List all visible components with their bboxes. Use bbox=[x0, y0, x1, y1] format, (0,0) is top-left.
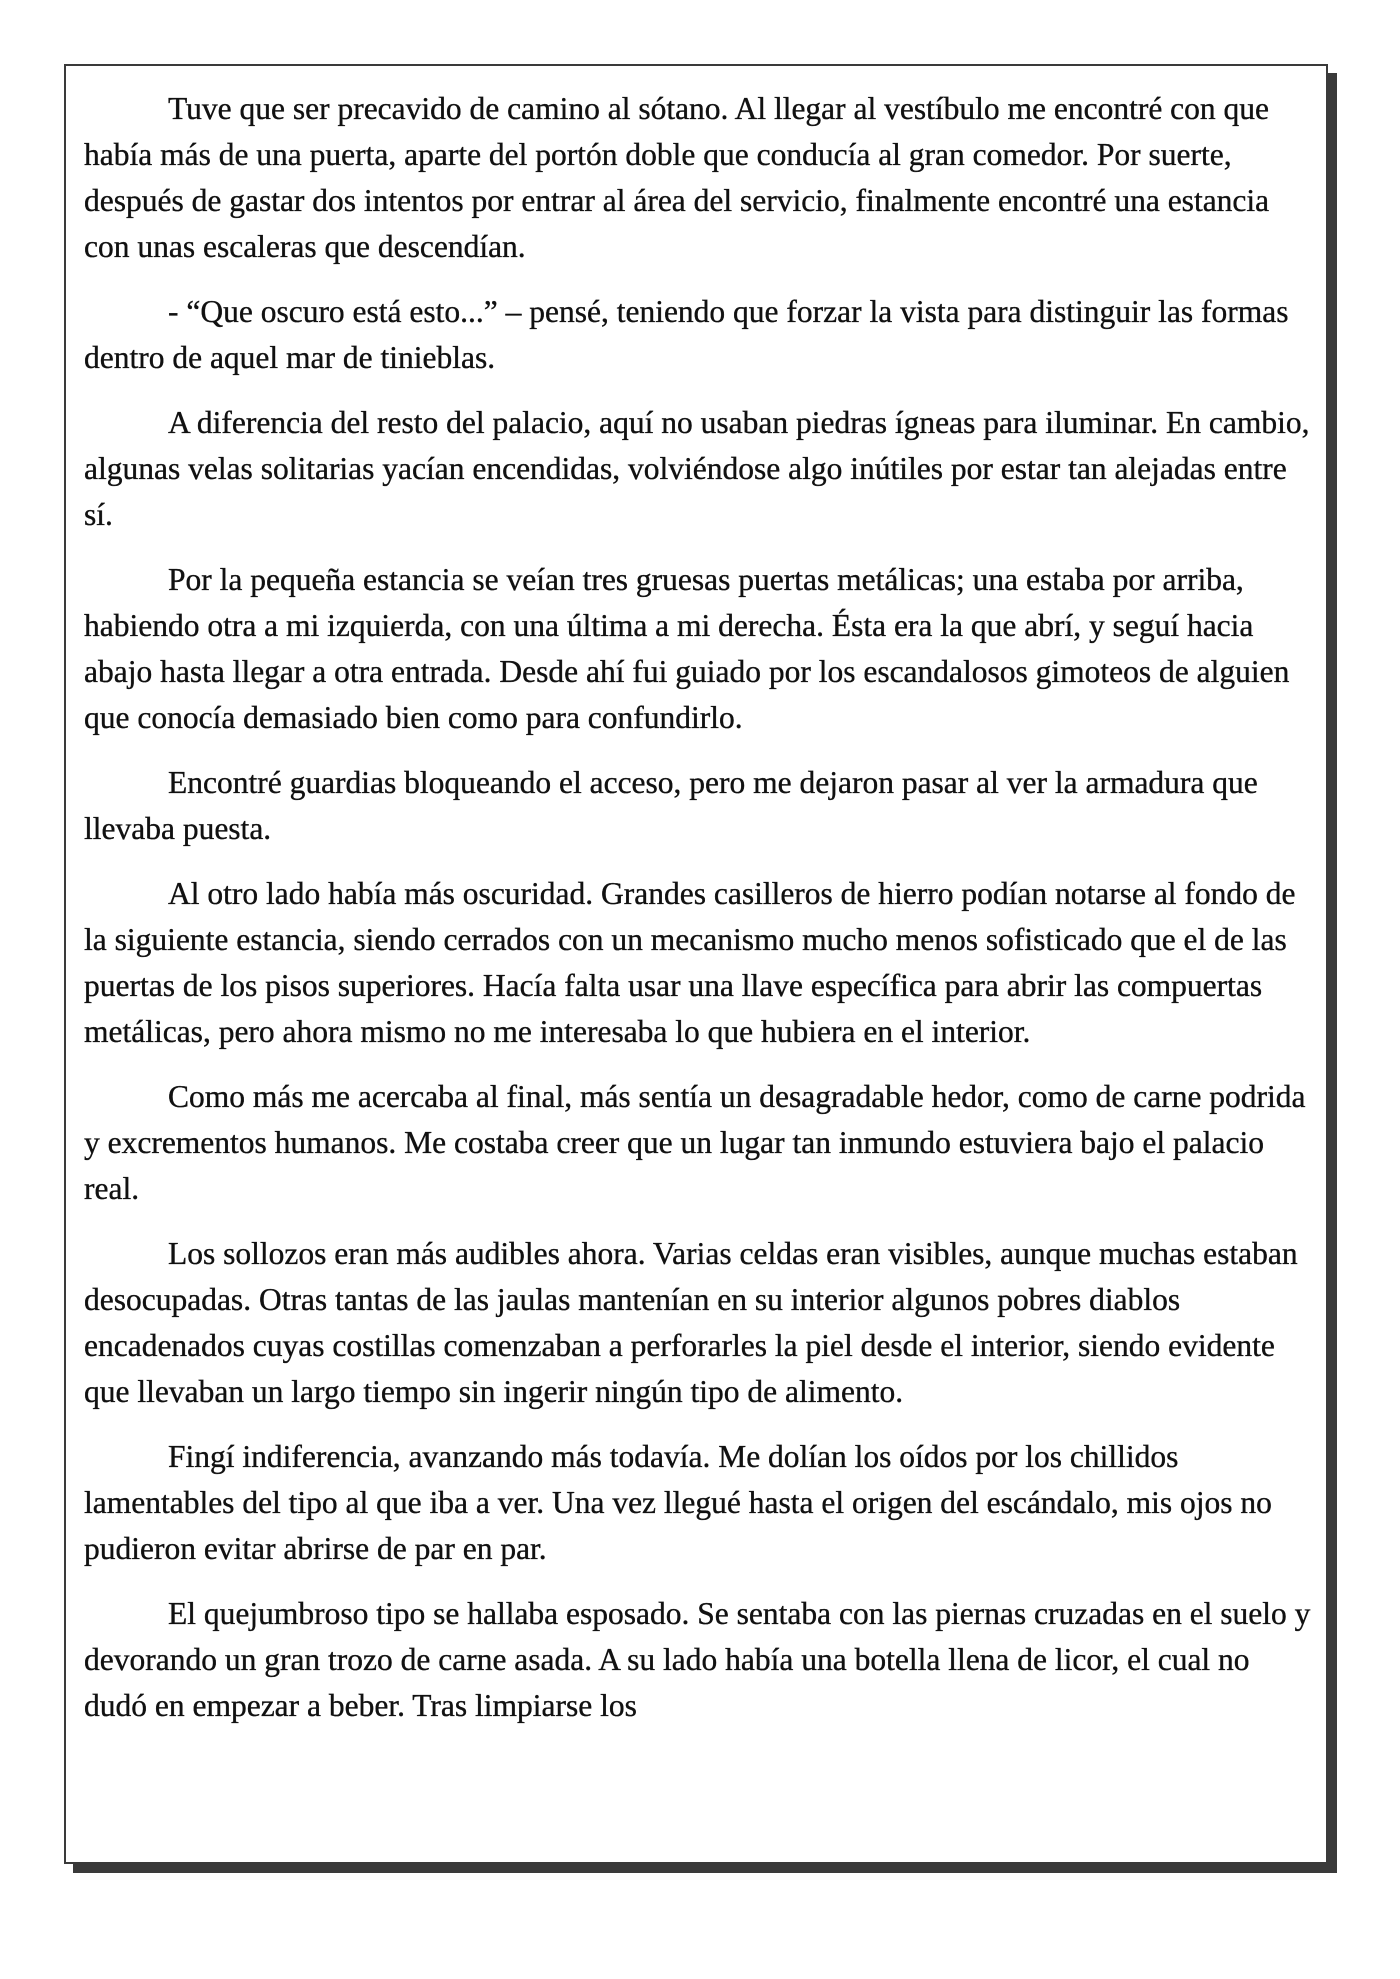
page-frame bbox=[64, 64, 1328, 1864]
paragraph: Por la pequeña estancia se veían tres gruesas puertas metálicas; una estaba por arriba, habiendo otra a mi izquierda, con una última a mi derecha. Ésta era la que abrí, y seguí hacia abajo hasta llegar a otra entrada. Desde ahí fui guiado por los escandalosos gimoteos de alguien que conocía demasiado bien como para confundirlo. bbox=[84, 562, 1290, 735]
paragraph: Como más me acercaba al final, más sentía un desagradable hedor, como de carne podrida y excrementos humanos. Me costaba creer que un lugar tan inmundo estuviera bajo el palacio real. bbox=[84, 1079, 1306, 1206]
paragraph: Los sollozos eran más audibles ahora. Varias celdas eran visibles, aunque muchas estaban desocupadas. Otras tantas de las jaulas mantenían en su interior algunos pobres diablos encadenados cuyas costillas comenzaban a perforarles la piel desde el interior, siendo evidente que llevaban un largo tiempo sin ingerir ningún tipo de alimento. bbox=[84, 1236, 1298, 1409]
paragraph: A diferencia del resto del palacio, aquí no usaban piedras ígneas para iluminar. En cambio, algunas velas solitarias yacían encendidas, volviéndose algo inútiles por estar tan alejadas entre sí. bbox=[84, 405, 1310, 532]
document-body bbox=[84, 86, 1312, 1748]
paragraph: El quejumbroso tipo se hallaba esposado. Se sentaba con las piernas cruzadas en el suelo y devorando un gran trozo de carne asada. A su lado había una botella llena de licor, el cual no dudó en empezar a beber. Tras limpiarse los bbox=[84, 1596, 1311, 1723]
paragraph: Fingí indiferencia, avanzando más todavía. Me dolían los oídos por los chillidos lamentables del tipo al que iba a ver. Una vez llegué hasta el origen del escándalo, mis ojos no pudieron evitar abrirse de par en par. bbox=[84, 1439, 1272, 1566]
paragraph: - “Que oscuro está esto...” – pensé, teniendo que forzar la vista para distinguir las formas dentro de aquel mar de tinieblas. bbox=[84, 294, 1289, 375]
paragraph: Al otro lado había más oscuridad. Grandes casilleros de hierro podían notarse al fondo de la siguiente estancia, siendo cerrados con un mecanismo mucho menos sofisticado que el de las puertas de los pisos superiores. Hacía falta usar una llave específica para abrir las compuertas metálicas, pero ahora mismo no me interesaba lo que hubiera en el interior. bbox=[84, 876, 1296, 1049]
paragraph: Encontré guardias bloqueando el acceso, pero me dejaron pasar al ver la armadura que llevaba puesta. bbox=[84, 765, 1258, 846]
paragraph: Tuve que ser precavido de camino al sótano. Al llegar al vestíbulo me encontré con que había más de una puerta, aparte del portón doble que conducía al gran comedor. Por suerte, después de gastar dos intentos por entrar al área del servicio, finalmente encontré una estancia con unas escaleras que descendían. bbox=[84, 91, 1270, 264]
